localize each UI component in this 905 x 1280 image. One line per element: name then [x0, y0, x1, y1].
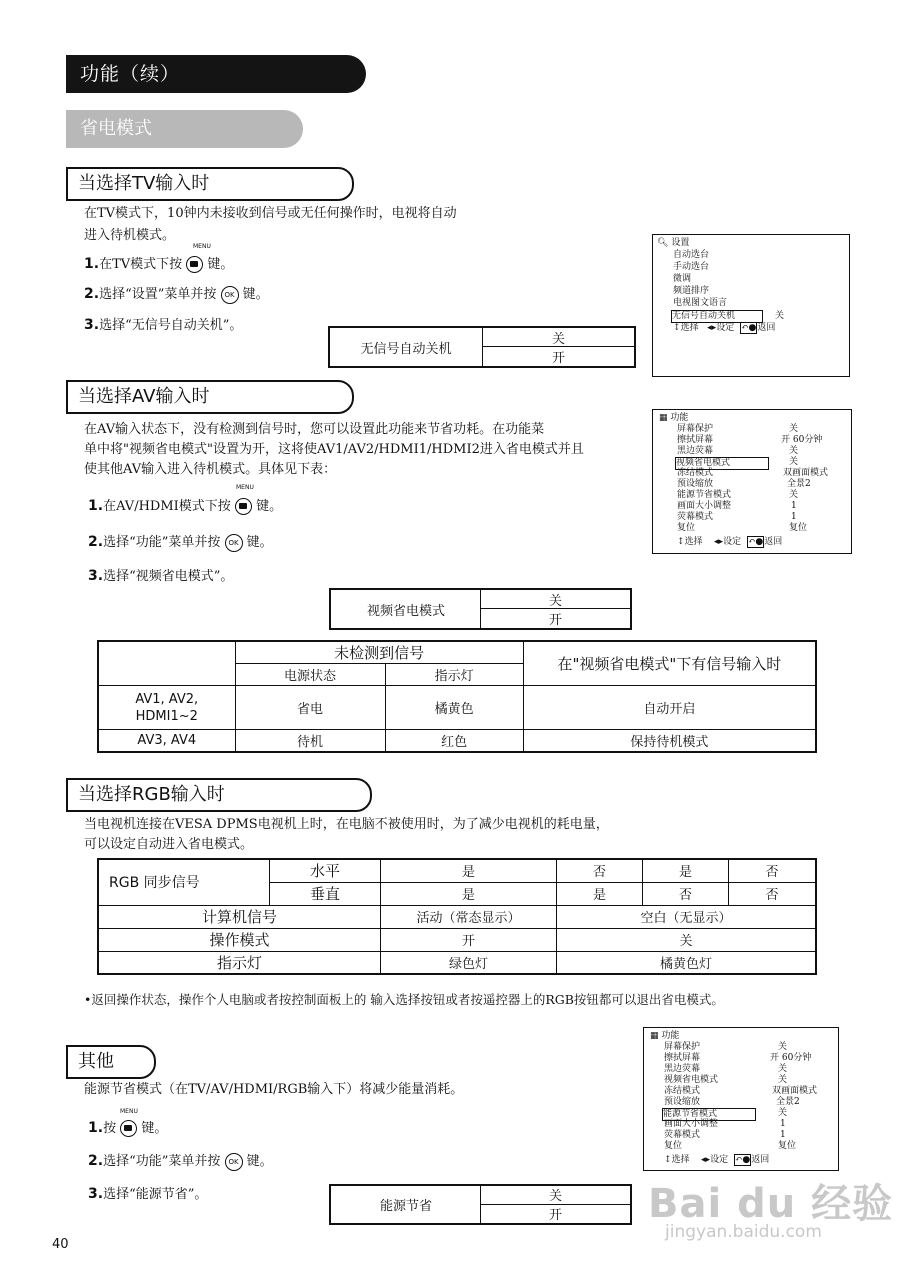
osd-item-value: 关: [789, 490, 799, 500]
return-icon: ↶●: [747, 537, 764, 547]
osd-item: 画面大小调整: [677, 501, 732, 511]
osd-item: 黑边荧幕: [677, 446, 714, 456]
osd-item-value: 关: [775, 311, 785, 321]
option-off[interactable]: 关: [480, 1186, 630, 1205]
table-row: [98, 686, 816, 730]
option-label: 视频省电模式: [366, 603, 445, 619]
step-number: 2.: [84, 286, 100, 302]
osd-item-value: 1: [780, 1119, 786, 1129]
led-green-cell: 绿色灯: [381, 951, 557, 974]
av-step-1: [88, 496, 282, 517]
step-text: 选择“视频省电模式”。: [103, 569, 234, 584]
osd-item: 视频省电模式: [664, 1075, 719, 1085]
osd-title: ▦ 功能: [650, 1031, 680, 1041]
step-text-end: 键。: [242, 287, 269, 302]
tv-step-3: [84, 315, 242, 336]
osd-item: 荧幕模式: [677, 512, 714, 522]
power-cell: 待机: [235, 730, 385, 752]
return-icon: ↶●: [740, 323, 757, 333]
no-signal-header: 未检测到信号: [235, 641, 523, 664]
osd-item: 冻结模式: [677, 468, 714, 478]
other-step-2: [88, 1151, 273, 1172]
op-on-cell: 开: [381, 928, 557, 951]
av-section-heading: 当选择AV输入时: [66, 380, 354, 414]
osd-item: 频道排序: [673, 286, 710, 296]
osd-item-value: 关: [778, 1075, 788, 1085]
led-cell: 橘黄色: [385, 686, 523, 730]
v-cell: 是: [557, 882, 643, 905]
osd-item: 擦拭屏幕: [677, 435, 714, 445]
menu-button-icon: [235, 498, 252, 515]
step-number: 1.: [88, 498, 104, 514]
tv-section-heading: 当选择TV输入时: [66, 167, 354, 201]
led-cell: 红色: [385, 730, 523, 752]
ok-button-icon: OK: [225, 534, 243, 552]
baidu-watermark-url: jingyan.baidu.com: [665, 1222, 822, 1242]
signal-cell: 保持待机模式: [523, 730, 816, 752]
osd-item: 手动选台: [673, 262, 710, 272]
input-cell: AV1, AV2, HDMI1~2: [98, 686, 235, 730]
menu-key-label: MENU: [236, 484, 254, 491]
osd-item-value: 1: [780, 1130, 786, 1140]
h-cell: 是: [381, 859, 557, 882]
step-number: 3.: [88, 568, 104, 584]
osd-item-value: 关: [778, 1064, 788, 1074]
osd-item-value: 全景2: [787, 479, 811, 489]
osd-item: 能源节省模式: [677, 490, 732, 500]
option-on[interactable]: 开: [482, 347, 634, 366]
av-option-table: [329, 588, 632, 630]
av-desc-line1: 在AV输入状态下，没有检测到信号时，您可以设置此功能来节省功耗。在功能菜: [84, 422, 545, 437]
osd-footer: ↕选择 ◂▸设定 ↶●返回: [677, 537, 783, 547]
osd-item: 复位: [664, 1141, 683, 1151]
step-text: 选择“无信号自动关机”。: [99, 318, 243, 333]
power-state-header: 电源状态: [235, 664, 385, 686]
op-off-cell: 关: [557, 928, 817, 951]
step-text: 按: [103, 1121, 117, 1136]
osd-item: 自动选台: [673, 250, 710, 260]
step-number: 1.: [84, 256, 100, 272]
osd-item-value: 关: [789, 446, 799, 456]
option-on[interactable]: 开: [480, 609, 630, 628]
osd-item: 画面大小调整: [664, 1119, 719, 1129]
tv-desc-line2: 进入待机模式。: [84, 228, 176, 243]
step-text-end: 键。: [246, 1154, 273, 1169]
option-label: 无信号自动关机: [360, 341, 452, 357]
osd-item-value: 开 60分钟: [781, 435, 823, 445]
vertical-header: 垂直: [270, 882, 381, 905]
computer-signal-header: 计算机信号: [98, 905, 381, 928]
osd-item-selected: 能源节省模式: [662, 1108, 756, 1121]
tv-desc-line1: 在TV模式下，10钟内未接收到信号或无任何操作时，电视将自动: [84, 206, 457, 221]
other-section-heading: 其他: [66, 1045, 156, 1079]
blank-cell: 空白（无显示）: [557, 905, 817, 928]
with-signal-header: 在"视频省电模式"下有信号输入时: [523, 641, 816, 686]
input-cell: AV3, AV4: [98, 730, 235, 752]
osd-item-value: 双画面模式: [783, 468, 829, 478]
osd-item: 黑边荧幕: [664, 1064, 701, 1074]
av-power-table: [97, 640, 817, 753]
tv-step-1: [84, 254, 233, 275]
h-cell: 否: [557, 859, 643, 882]
other-step-1: [88, 1118, 167, 1139]
osd-item-value: 关: [778, 1108, 788, 1118]
menu-button-icon: [120, 1120, 137, 1137]
rgb-section-heading: 当选择RGB输入时: [66, 778, 372, 812]
av-step-3: [88, 566, 233, 587]
step-text: 在AV/HDMI模式下按: [103, 499, 231, 514]
section-title: 省电模式: [66, 110, 303, 148]
search-icon: 🔍︎: [657, 238, 669, 248]
menu-key-label: MENU: [120, 1108, 138, 1115]
av-desc-line3: 使其他AV输入进入待机模式。具体见下表：: [84, 462, 337, 477]
step-number: 3.: [84, 317, 100, 333]
step-text: 在TV模式下按: [99, 257, 183, 272]
page-title: 功能（续）: [66, 55, 366, 93]
osd-title: ▦ 功能: [659, 413, 689, 423]
rgb-desc-line2: 可以设定自动进入省电模式。: [84, 837, 254, 852]
table-corner: [98, 641, 235, 686]
step-text: 选择“功能”菜单并按: [103, 1154, 221, 1169]
osd-item: 微调: [673, 274, 692, 284]
osd-item-selected: 视频省电模式: [675, 457, 769, 470]
rgb-note: •返回操作状态，操作个人电脑或者按控制面板上的 输入选择按钮或者按遥控器上的RGB按钮都可以退出省电模式。: [84, 992, 724, 1007]
ok-button-icon: OK: [221, 286, 239, 304]
tv-step-2: [84, 284, 269, 305]
indicator-header: 指示灯: [98, 951, 381, 974]
av-step-2: [88, 532, 273, 553]
step-text-end: 键。: [256, 499, 283, 514]
rgb-power-table: [97, 858, 817, 975]
osd-item: 屏幕保护: [677, 424, 714, 434]
osd-item-value: 关: [778, 1042, 788, 1052]
signal-cell: 自动开启: [523, 686, 816, 730]
step-text: 选择“能源节省”。: [103, 1187, 208, 1202]
v-cell: 否: [643, 882, 729, 905]
osd-item-selected: 无信号自动关机: [671, 310, 763, 323]
osd-item: 预设缩放: [677, 479, 714, 489]
menu-key-label: MENU: [193, 243, 211, 250]
other-step-3: [88, 1184, 207, 1205]
osd-item: 预设缩放: [664, 1097, 701, 1107]
osd-item-value: 关: [789, 424, 799, 434]
osd-item-value: 关: [789, 457, 799, 467]
step-text-end: 键。: [141, 1121, 168, 1136]
osd-item-value: 双画面模式: [772, 1086, 818, 1096]
other-desc: 能源节省模式（在TV/AV/HDMI/RGB输入下）将减少能量消耗。: [84, 1082, 464, 1097]
osd-item: 冻结模式: [664, 1086, 701, 1096]
other-option-table: [329, 1184, 632, 1225]
v-cell: 是: [381, 882, 557, 905]
osd-item: 复位: [677, 523, 696, 533]
osd-item-value: 1: [791, 501, 797, 511]
osd-item: 荧幕模式: [664, 1130, 701, 1140]
v-cell: 否: [729, 882, 817, 905]
active-cell: 活动（常态显示）: [381, 905, 557, 928]
page-number: 40: [52, 1237, 69, 1252]
updown-icon: ↕: [673, 323, 681, 333]
updown-icon: ↕: [677, 537, 685, 547]
power-cell: 省电: [235, 686, 385, 730]
option-off[interactable]: 关: [482, 328, 634, 347]
option-on[interactable]: 开: [480, 1205, 630, 1224]
tv-option-table: [328, 326, 636, 368]
leftright-icon: ◂▸: [714, 537, 724, 547]
menu-button-icon: [186, 256, 203, 273]
led-amber-cell: 橘黄色灯: [557, 951, 817, 974]
step-number: 1.: [88, 1120, 104, 1136]
osd-item-value: 开 60分钟: [770, 1053, 812, 1063]
sync-header: RGB 同步信号: [98, 859, 270, 905]
h-cell: 是: [643, 859, 729, 882]
osd-item-value: 复位: [778, 1141, 797, 1151]
other-osd-menu: [643, 1027, 839, 1171]
table-row: [98, 730, 816, 752]
step-number: 2.: [88, 1153, 104, 1169]
option-off[interactable]: 关: [480, 590, 630, 609]
step-number: 3.: [88, 1186, 104, 1202]
osd-footer: ↕选择 ◂▸设定 ↶●返回: [673, 323, 776, 333]
osd-footer: ↕选择 ◂▸设定 ↶●返回: [664, 1155, 770, 1165]
step-text: 选择“设置”菜单并按: [99, 287, 217, 302]
indicator-header: 指示灯: [385, 664, 523, 686]
osd-item: 电视图文语言: [673, 298, 728, 308]
av-desc-line2: 单中将"视频省电模式"设置为开，这将使AV1/AV2/HDMI1/HDMI2进入省电模式并且: [84, 442, 584, 457]
tv-osd-menu: [652, 234, 850, 377]
osd-item: 擦拭屏幕: [664, 1053, 701, 1063]
step-text-end: 键。: [207, 257, 234, 272]
operation-header: 操作模式: [98, 928, 381, 951]
baidu-watermark-logo: Bai du 经验: [648, 1181, 894, 1227]
osd-item-value: 1: [791, 512, 797, 522]
option-label: 能源节省: [379, 1199, 432, 1214]
rgb-desc-line1: 当电视机连接在VESA DPMS电视机上时，在电脑不被使用时，为了减少电视机的耗电量，: [84, 817, 609, 832]
horizontal-header: 水平: [270, 859, 381, 882]
step-text-end: 键。: [246, 535, 273, 550]
menu-grid-icon: ▦: [650, 1031, 659, 1041]
osd-item-value: 复位: [789, 523, 808, 533]
osd-item: 屏幕保护: [664, 1042, 701, 1052]
return-icon: ↶●: [734, 1155, 751, 1165]
h-cell: 否: [729, 859, 817, 882]
av-osd-menu: [652, 409, 852, 554]
step-text: 选择“功能”菜单并按: [103, 535, 221, 550]
step-number: 2.: [88, 534, 104, 550]
leftright-icon: ◂▸: [701, 1155, 711, 1165]
updown-icon: ↕: [664, 1155, 672, 1165]
osd-item-value: 全景2: [776, 1097, 800, 1107]
leftright-icon: ◂▸: [707, 323, 717, 333]
ok-button-icon: OK: [225, 1153, 243, 1171]
menu-grid-icon: ▦: [659, 413, 668, 423]
osd-title: 🔍︎ 设置: [657, 238, 690, 248]
